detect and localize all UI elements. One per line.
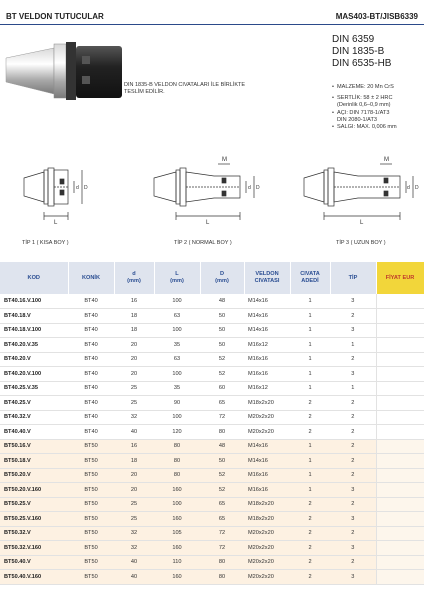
cell-adet: 2 [290,526,330,541]
cell-fiyat [376,425,424,440]
cell-tip: 2 [330,454,376,469]
cell-D: 52 [200,468,244,483]
cell-adet: 1 [290,309,330,324]
cell-d: 40 [114,570,154,585]
cell-d: 32 [114,410,154,425]
cell-D: 65 [200,497,244,512]
cell-kod: BT50.20.V [0,468,68,483]
cell-tip: 2 [330,497,376,512]
cell-veldon: M20x2x20 [244,541,290,556]
cell-d: 20 [114,483,154,498]
cell-fiyat [376,497,424,512]
cell-konik: BT50 [68,468,114,483]
bore-label: d [76,185,79,191]
cell-veldon: M18x2x20 [244,396,290,411]
table-row [0,396,424,411]
cell-veldon: M16x16 [244,367,290,382]
cell-adet: 1 [290,323,330,338]
cell-fiyat [376,338,424,353]
col-l: L (mm) [154,262,200,294]
din-standard: DIN 1835-B [332,46,385,57]
table-row [0,338,424,353]
cell-veldon: M20x2x20 [244,425,290,440]
cell-l: 35 [154,338,200,353]
cell-fiyat [376,323,424,338]
cell-D: 50 [200,323,244,338]
cell-d: 16 [114,439,154,454]
cell-adet: 1 [290,468,330,483]
cell-kod: BT50.16.V [0,439,68,454]
cell-veldon: M18x2x20 [244,497,290,512]
cell-d: 40 [114,555,154,570]
cell-veldon: M16x16 [244,352,290,367]
cell-tip: 2 [330,425,376,440]
cell-veldon: M14x16 [244,309,290,324]
bullet-icon: • [332,95,334,102]
col-fiyat: FİYAT EUR [376,262,424,294]
cell-l: 160 [154,512,200,527]
cell-tip: 3 [330,323,376,338]
cell-veldon: M20x2x20 [244,410,290,425]
cell-kod: BT40.20.V.35 [0,338,68,353]
cell-veldon: M20x2x20 [244,555,290,570]
cell-D: 52 [200,483,244,498]
cell-adet: 1 [290,381,330,396]
bullet-icon: • [332,124,334,131]
din-standard: DIN 6359 [332,34,375,45]
product-table [0,262,424,585]
cell-veldon: M20x2x20 [244,570,290,585]
cell-kod: BT40.16.V.100 [0,294,68,309]
cell-fiyat [376,381,424,396]
cell-tip: 2 [330,396,376,411]
cell-l: 160 [154,541,200,556]
cell-veldon: M16x12 [244,338,290,353]
cell-konik: BT50 [68,541,114,556]
cell-l: 35 [154,381,200,396]
cell-fiyat [376,454,424,469]
din-standard: DIN 6535-HB [332,58,392,69]
page-title: BT VELDON TUTUCULAR [6,12,104,21]
cell-d: 25 [114,497,154,512]
cell-d: 18 [114,323,154,338]
cell-konik: BT50 [68,483,114,498]
cell-d: 25 [114,381,154,396]
screw-label: M [384,157,389,163]
col-d: d (mm) [114,262,154,294]
din-standards [332,34,391,70]
table-row [0,367,424,382]
table-row [0,381,424,396]
diameter-label: D [84,185,88,191]
bore-label: d [248,185,251,191]
cell-konik: BT40 [68,294,114,309]
cell-d: 20 [114,367,154,382]
cell-kod: BT40.18.V [0,309,68,324]
cell-kod: BT50.25.V [0,497,68,512]
table-row [0,309,424,324]
cell-adet: 1 [290,352,330,367]
cell-adet: 2 [290,555,330,570]
cell-fiyat [376,396,424,411]
cell-adet: 2 [290,396,330,411]
col-konik: KONİK [68,262,114,294]
cell-veldon: M16x12 [244,381,290,396]
table-row [0,541,424,556]
cell-d: 25 [114,396,154,411]
cell-konik: BT40 [68,396,114,411]
table-row [0,425,424,440]
cell-tip: 2 [330,468,376,483]
cell-D: 60 [200,381,244,396]
cell-D: 52 [200,367,244,382]
cell-fiyat [376,555,424,570]
cell-D: 48 [200,294,244,309]
cell-l: 63 [154,352,200,367]
diameter-label: D [415,185,419,191]
col-D: D (mm) [200,262,244,294]
cell-D: 80 [200,425,244,440]
cell-l: 80 [154,454,200,469]
cell-konik: BT40 [68,381,114,396]
cell-kod: BT50.25.V.160 [0,512,68,527]
cell-l: 100 [154,367,200,382]
cell-fiyat [376,439,424,454]
cell-veldon: M14x16 [244,454,290,469]
cell-fiyat [376,483,424,498]
cell-tip: 2 [330,555,376,570]
cell-tip: 3 [330,367,376,382]
cell-kod: BT40.40.V [0,425,68,440]
cell-l: 100 [154,294,200,309]
screw-label: M [222,157,227,163]
tool-holder-photo [4,32,124,112]
cell-d: 25 [114,512,154,527]
cell-D: 80 [200,555,244,570]
table-row [0,483,424,498]
cell-l: 80 [154,439,200,454]
cell-tip: 1 [330,338,376,353]
cell-kod: BT50.20.V.160 [0,483,68,498]
cell-adet: 1 [290,294,330,309]
cell-tip: 2 [330,439,376,454]
table-row [0,468,424,483]
cell-konik: BT40 [68,309,114,324]
cell-adet: 1 [290,367,330,382]
cell-D: 50 [200,338,244,353]
cell-veldon: M16x16 [244,468,290,483]
table-row [0,555,424,570]
cell-l: 120 [154,425,200,440]
standard-code: MAS403-BT/JISB6339 [335,12,418,21]
cell-tip: 2 [330,526,376,541]
cell-adet: 2 [290,570,330,585]
cell-l: 80 [154,468,200,483]
length-label: L [206,220,210,226]
bullet-icon: • [332,109,334,116]
spec-material: • MALZEME: 20 Mn CrS [332,84,394,90]
tip1-label: TİP 1 ( KISA BOY ) [22,240,69,246]
tip2-diagram [150,150,270,230]
cell-fiyat [376,352,424,367]
cell-adet: 2 [290,497,330,512]
cell-tip: 3 [330,541,376,556]
cell-kod: BT50.32.V.160 [0,541,68,556]
cell-veldon: M20x2x20 [244,526,290,541]
cell-fiyat [376,512,424,527]
cell-d: 20 [114,338,154,353]
cell-tip: 3 [330,483,376,498]
cell-d: 20 [114,352,154,367]
cell-d: 18 [114,309,154,324]
cell-adet: 1 [290,338,330,353]
cell-D: 50 [200,454,244,469]
cell-l: 100 [154,497,200,512]
col-veldon: VELDON CIVATASI [244,262,290,294]
cell-adet: 1 [290,483,330,498]
cell-fiyat [376,410,424,425]
cell-kod: BT50.40.V.160 [0,570,68,585]
cell-l: 160 [154,483,200,498]
length-label: L [360,220,364,226]
cell-l: 110 [154,555,200,570]
cell-tip: 3 [330,512,376,527]
cell-veldon: M14x16 [244,294,290,309]
cell-d: 16 [114,294,154,309]
table-row [0,439,424,454]
cell-D: 65 [200,396,244,411]
spec-list [332,84,424,131]
cell-fiyat [376,526,424,541]
cell-D: 52 [200,352,244,367]
cell-D: 72 [200,526,244,541]
cell-kod: BT50.32.V [0,526,68,541]
cell-konik: BT40 [68,425,114,440]
table-row [0,512,424,527]
cell-D: 65 [200,512,244,527]
cell-fiyat [376,309,424,324]
cell-kod: BT50.40.V [0,555,68,570]
cell-fiyat [376,468,424,483]
cell-veldon: M18x2x20 [244,512,290,527]
cell-l: 100 [154,323,200,338]
cell-tip: 2 [330,352,376,367]
cell-konik: BT50 [68,526,114,541]
table-row [0,454,424,469]
table-header-row [0,262,424,294]
cell-fiyat [376,570,424,585]
cell-konik: BT40 [68,352,114,367]
cell-adet: 2 [290,425,330,440]
cell-d: 18 [114,454,154,469]
spec-hardness: • SERTLİK: 58 ± 2 HRC [332,95,393,102]
spec-angle-2: DIN 2080-1/AT3 [337,116,378,123]
cell-konik: BT50 [68,512,114,527]
cell-D: 72 [200,410,244,425]
cell-D: 48 [200,439,244,454]
cell-d: 32 [114,541,154,556]
cell-l: 100 [154,410,200,425]
diameter-label: D [256,185,260,191]
table-row [0,497,424,512]
cell-konik: BT50 [68,497,114,512]
cell-kod: BT50.18.V [0,454,68,469]
cell-konik: BT50 [68,570,114,585]
cell-kod: BT40.25.V.35 [0,381,68,396]
col-civata: CIVATA ADEDİ [290,262,330,294]
table-row [0,352,424,367]
cell-tip: 2 [330,309,376,324]
cell-tip: 3 [330,570,376,585]
bullet-icon: • [332,84,334,90]
length-label: L [54,220,58,226]
cell-adet: 2 [290,410,330,425]
cell-tip: 3 [330,294,376,309]
cell-konik: BT40 [68,338,114,353]
col-tip: TİP [330,262,376,294]
cell-adet: 2 [290,512,330,527]
table-row [0,294,424,309]
table-row [0,570,424,585]
cell-konik: BT50 [68,454,114,469]
spec-runout: • SALGI: MAX. 0,006 mm [332,124,397,131]
cell-d: 32 [114,526,154,541]
cell-kod: BT40.18.V.100 [0,323,68,338]
bore-label: d [407,185,410,191]
spec-angle: • AÇI: DIN 7178-1/AT3 [332,109,390,116]
cell-kod: BT40.32.V [0,410,68,425]
cell-d: 20 [114,468,154,483]
cell-konik: BT40 [68,367,114,382]
table-row [0,410,424,425]
cell-l: 160 [154,570,200,585]
cell-tip: 1 [330,381,376,396]
tip3-label: TİP 3 ( UZUN BOY ) [336,240,386,246]
cell-d: 40 [114,425,154,440]
cell-D: 72 [200,541,244,556]
cell-l: 90 [154,396,200,411]
cell-kod: BT40.20.V [0,352,68,367]
cell-tip: 2 [330,410,376,425]
cell-konik: BT50 [68,439,114,454]
table-row [0,323,424,338]
cell-adet: 1 [290,454,330,469]
cell-veldon: M14x16 [244,323,290,338]
cell-konik: BT40 [68,410,114,425]
tip1-diagram [20,150,110,230]
cell-l: 63 [154,309,200,324]
cell-kod: BT40.20.V.100 [0,367,68,382]
cell-konik: BT40 [68,323,114,338]
cell-fiyat [376,294,424,309]
cell-veldon: M16x16 [244,483,290,498]
cell-l: 105 [154,526,200,541]
cell-kod: BT40.25.V [0,396,68,411]
cell-D: 50 [200,309,244,324]
tip3-diagram [300,150,422,230]
page-header [0,0,424,26]
cell-fiyat [376,367,424,382]
cell-veldon: M14x16 [244,439,290,454]
tip2-label: TİP 2 ( NORMAL BOY ) [174,240,232,246]
cell-fiyat [376,541,424,556]
delivery-note: DIN 1835-B VELDON CIVATALARI İLE BİRLİKTE TESLİM EDİLİR. [124,82,246,95]
cell-konik: BT50 [68,555,114,570]
table-row [0,526,424,541]
cell-D: 80 [200,570,244,585]
col-kod: KOD [0,262,68,294]
cell-adet: 2 [290,541,330,556]
header-divider [0,24,424,25]
spec-depth: (Derinlik 0,6–0,9 mm) [337,102,391,109]
cell-adet: 1 [290,439,330,454]
